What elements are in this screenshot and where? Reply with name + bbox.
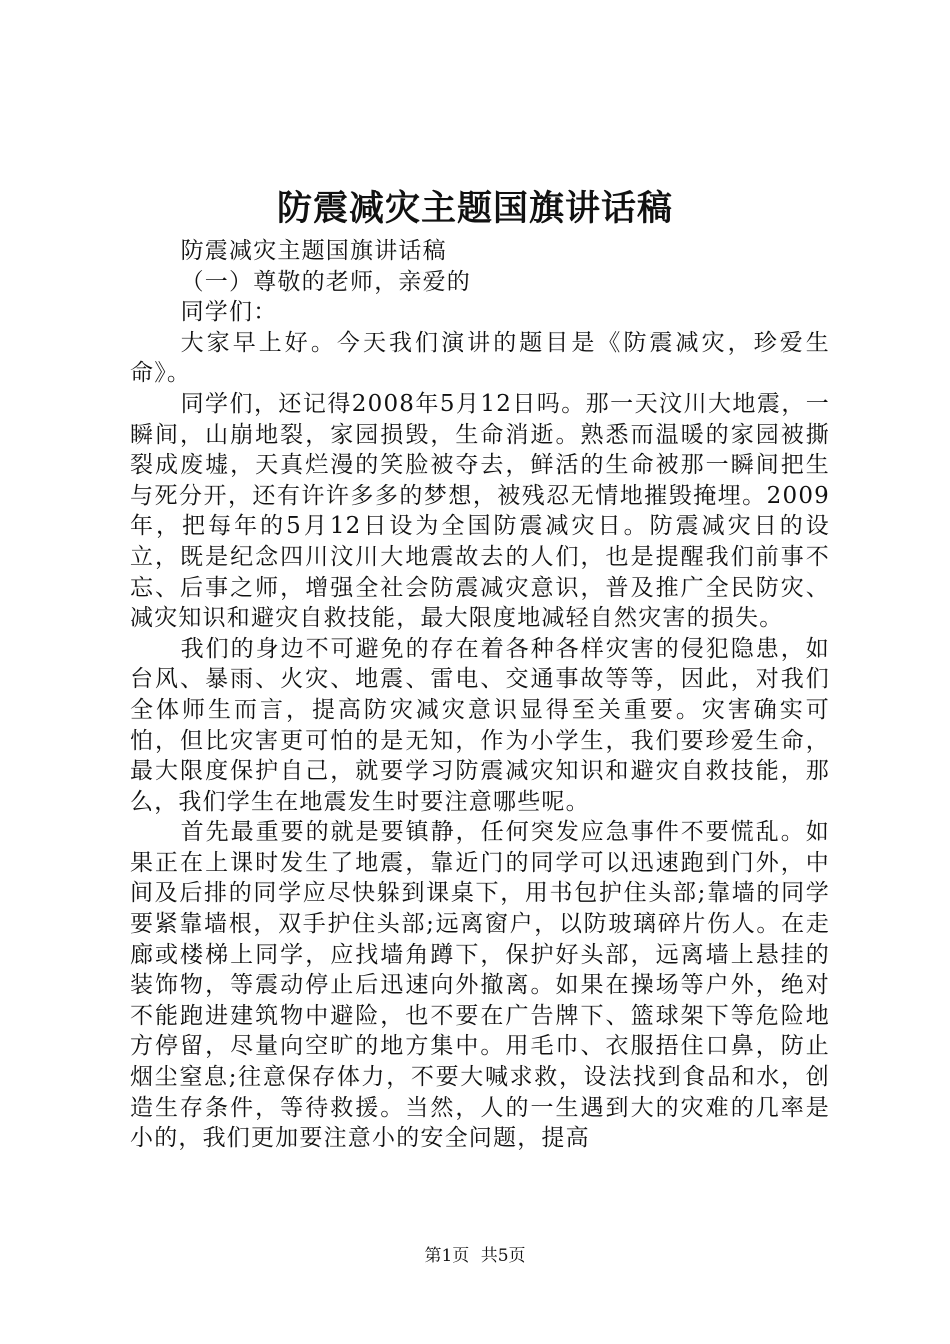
page-number: 第1页 [424,1246,470,1266]
paragraph-wenchuan: 同学们，还记得2008年5月12日吗。那一天汶川大地震，一瞬间，山崩地裂，家园损毁，生命消逝。熟悉而温暖的家园被撕裂成废墟，天真烂漫的笑脸被夺去，鲜活的生命被那一瞬间把生与死分开，还有许许多多的梦想，被残忍无情地摧毁掩埋。2009年，把每年的5月12日设为全国防震减灾日。防震减灾日的设立，既是纪念四川汶川大地震故去的人们，也是提醒我们前事不忘、后事之师，增强全社会防震减灾意识，普及推广全民防灾、减灾知识和避灾自救技能，最大限度地减轻自然灾害的损失。 [130,390,830,632]
document-body [130,236,830,1154]
paragraph-salutation-1: （一）尊敬的老师，亲爱的 [180,268,471,295]
paragraph-salutation-2: 同学们： [180,299,278,326]
page-total: 共5页 [480,1246,526,1266]
paragraph-greeting: 大家早上好。今天我们演讲的题目是《防震减灾，珍爱生命》。 [130,329,830,387]
paragraph-hazards: 我们的身边不可避免的存在着各种各样灾害的侵犯隐患，如台风、暴雨、火灾、地震、雷电、交通事故等等，因此，对我们全体师生而言，提高防灾减灾意识显得至关重要。灾害确实可怕，但比灾害更可怕的是无知，作为小学生，我们要珍爱生命，最大限度保护自己，就要学习防震减灾知识和避灾自救技能，那么，我们学生在地震发生时要注意哪些呢。 [130,635,830,815]
paragraph-safety-steps: 首先最重要的就是要镇静，任何突发应急事件不要慌乱。如果正在上课时发生了地震，靠近门的同学可以迅速跑到门外，中间及后排的同学应尽快躲到课桌下，用书包护住头部;靠墙的同学要紧靠墙根，双手护住头部;远离窗户，以防玻璃碎片伤人。在走廊或楼梯上同学，应找墙角蹲下，保护好头部，远离墙上悬挂的装饰物，等震动停止后迅速向外撤离。如果在操场等户外，绝对不能跑进建筑物中避险，也不要在广告牌下、篮球架下等危险地方停留，尽量向空旷的地方集中。用毛巾、衣服捂住口鼻，防止烟尘窒息;往意保存体力，不要大喊求救，设法找到食品和水，创造生存条件，等待救援。当然，人的一生遇到大的灾难的几率是小的，我们更加要注意小的安全问题，提高 [130,819,830,1152]
page-footer [0,1245,950,1267]
document-title: 防震减灾主题国旗讲话稿 [276,188,673,229]
paragraph-subtitle: 防震减灾主题国旗讲话稿 [180,238,447,264]
